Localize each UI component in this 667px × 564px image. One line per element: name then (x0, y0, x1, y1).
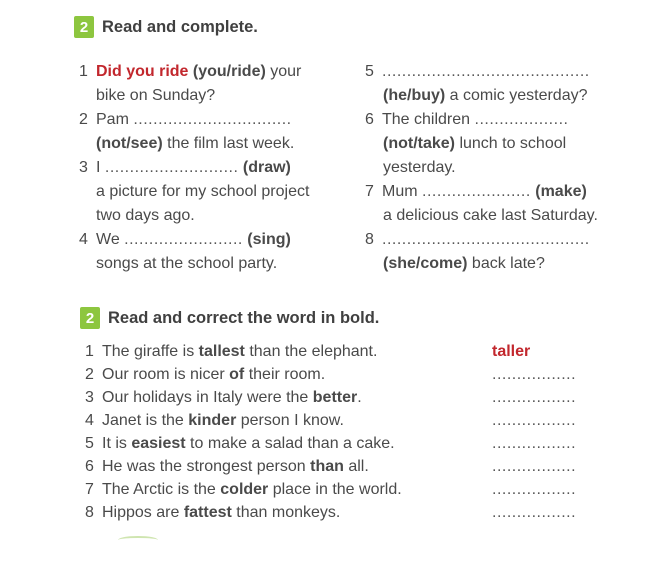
text-run: It is (102, 435, 132, 452)
bold-word: tallest (198, 343, 245, 360)
item-number: 8 (85, 504, 94, 521)
bold-word: (you/ride) (192, 63, 266, 80)
text-run: the film last week. (162, 135, 295, 152)
text-run: back late? (467, 255, 545, 272)
bold-word: (draw) (242, 159, 291, 176)
text-run: . (357, 389, 362, 406)
exercise-item-3 (79, 156, 291, 180)
text-run: a delicious cake last Saturday. (383, 207, 598, 224)
exercise-item-continuation (96, 84, 215, 108)
decorative-arc (118, 536, 158, 544)
text-run: Janet is the (102, 412, 189, 429)
answer-blank[interactable]: ................................ (133, 111, 292, 128)
text-run: to make a salad than a cake. (185, 435, 395, 452)
exercise-item-2 (79, 108, 292, 132)
answer-blank[interactable]: ................... (474, 111, 569, 128)
item-number: 1 (85, 343, 94, 360)
text-run: We (96, 231, 125, 248)
correction-item-3 (85, 386, 362, 410)
bold-word: (not/see) (96, 135, 163, 152)
exercise-item-8 (365, 228, 590, 252)
text-run: lunch to school (455, 135, 567, 152)
item-number: 7 (365, 183, 374, 200)
answer-blank[interactable]: ...................... (422, 183, 531, 200)
exercise-number-badge: 2 (74, 16, 94, 38)
text-run: I (96, 159, 105, 176)
bold-word: (sing) (247, 231, 291, 248)
bold-word: better (312, 389, 358, 406)
exercise-item-5 (365, 60, 590, 84)
correction-item-5 (85, 432, 395, 456)
item-number: 6 (85, 458, 94, 475)
exercise-item-continuation (383, 84, 588, 108)
text-run: Pam (96, 111, 134, 128)
answer-blank[interactable]: .......................................... (382, 63, 590, 80)
text-run: bike on Sunday? (96, 87, 216, 104)
text-run: Our room is nicer (102, 366, 230, 383)
text-run: songs at the school party. (96, 255, 278, 272)
bold-word: (not/take) (383, 135, 455, 152)
exercise-number-badge: 2 (80, 307, 100, 329)
section-2-heading (80, 307, 379, 329)
correction-item-1 (85, 340, 377, 364)
text-run: two days ago. (96, 207, 195, 224)
text-run: your (265, 63, 302, 80)
answer-blank[interactable]: ................. (492, 458, 577, 475)
exercise-item-1 (79, 60, 301, 84)
item-number: 5 (85, 435, 94, 452)
text-run: He was the strongest person (102, 458, 311, 475)
text-run: The children (382, 111, 475, 128)
bold-word: colder (220, 481, 269, 498)
item-number: 4 (85, 412, 94, 429)
exercise-item-continuation (96, 204, 195, 228)
correction-item-8 (85, 501, 340, 525)
text-run: than monkeys. (231, 504, 341, 521)
bold-word: easiest (131, 435, 186, 452)
text-run: a comic yesterday? (445, 87, 588, 104)
bold-word: fattest (183, 504, 232, 521)
exercise-item-continuation (96, 132, 294, 156)
bold-word: of (229, 366, 245, 383)
text-run: The giraffe is (102, 343, 199, 360)
bold-word: (make) (535, 183, 587, 200)
bold-word: (she/come) (383, 255, 468, 272)
section-1-heading (74, 16, 258, 38)
text-run: their room. (244, 366, 326, 383)
item-number: 1 (79, 63, 88, 80)
item-number: 5 (365, 63, 374, 80)
exercise-item-7 (365, 180, 587, 204)
text-run: all. (343, 458, 369, 475)
exercise-item-continuation (383, 132, 566, 156)
exercise-item-continuation (383, 156, 456, 180)
correction-item-2 (85, 363, 325, 387)
text-run: Hippos are (102, 504, 184, 521)
text-run: place in the world. (268, 481, 402, 498)
bold-word: than (310, 458, 344, 475)
exercise-item-4 (79, 228, 291, 252)
exercise-item-continuation (96, 180, 309, 204)
answer-blank[interactable]: ................. (492, 504, 577, 521)
text-run: Our holidays in Italy were the (102, 389, 313, 406)
item-number: 4 (79, 231, 88, 248)
item-number: 3 (85, 389, 94, 406)
bold-word: (he/buy) (383, 87, 446, 104)
correction-item-6 (85, 455, 369, 479)
item-number: 3 (79, 159, 88, 176)
text-run: Mum (382, 183, 422, 200)
item-number: 8 (365, 231, 374, 248)
text-run: a picture for my school project (96, 183, 310, 200)
section-2-title: Read and correct the word in bold. (108, 308, 380, 327)
bold-word: Did you ride (96, 63, 189, 80)
answer-blank[interactable]: ................. (492, 435, 577, 452)
text-run: than the elephant. (244, 343, 378, 360)
text-run: yesterday. (383, 159, 456, 176)
answer-blank[interactable]: ................. (492, 389, 577, 406)
answer-blank[interactable]: .......................................... (382, 231, 590, 248)
item-number: 6 (365, 111, 374, 128)
correction-item-7 (85, 478, 402, 502)
answer-blank[interactable]: ................. (492, 366, 577, 383)
exercise-item-continuation (383, 252, 545, 276)
answer-blank[interactable]: ........................ (124, 231, 243, 248)
bold-word: kinder (188, 412, 237, 429)
exercise-item-continuation (96, 252, 277, 276)
correction-item-4 (85, 409, 344, 433)
exercise-item-6 (365, 108, 568, 132)
answer-blank[interactable]: ........................... (104, 159, 239, 176)
section-1-title: Read and complete. (102, 17, 258, 36)
exercise-item-continuation (383, 204, 598, 228)
item-number: 7 (85, 481, 94, 498)
item-number: 2 (85, 366, 94, 383)
item-number: 2 (79, 111, 88, 128)
text-run: person I know. (236, 412, 344, 429)
answer-blank[interactable]: ................. (492, 481, 577, 498)
text-run: The Arctic is the (102, 481, 221, 498)
answer-blank[interactable]: ................. (492, 412, 577, 429)
answer-example: taller (492, 343, 531, 360)
